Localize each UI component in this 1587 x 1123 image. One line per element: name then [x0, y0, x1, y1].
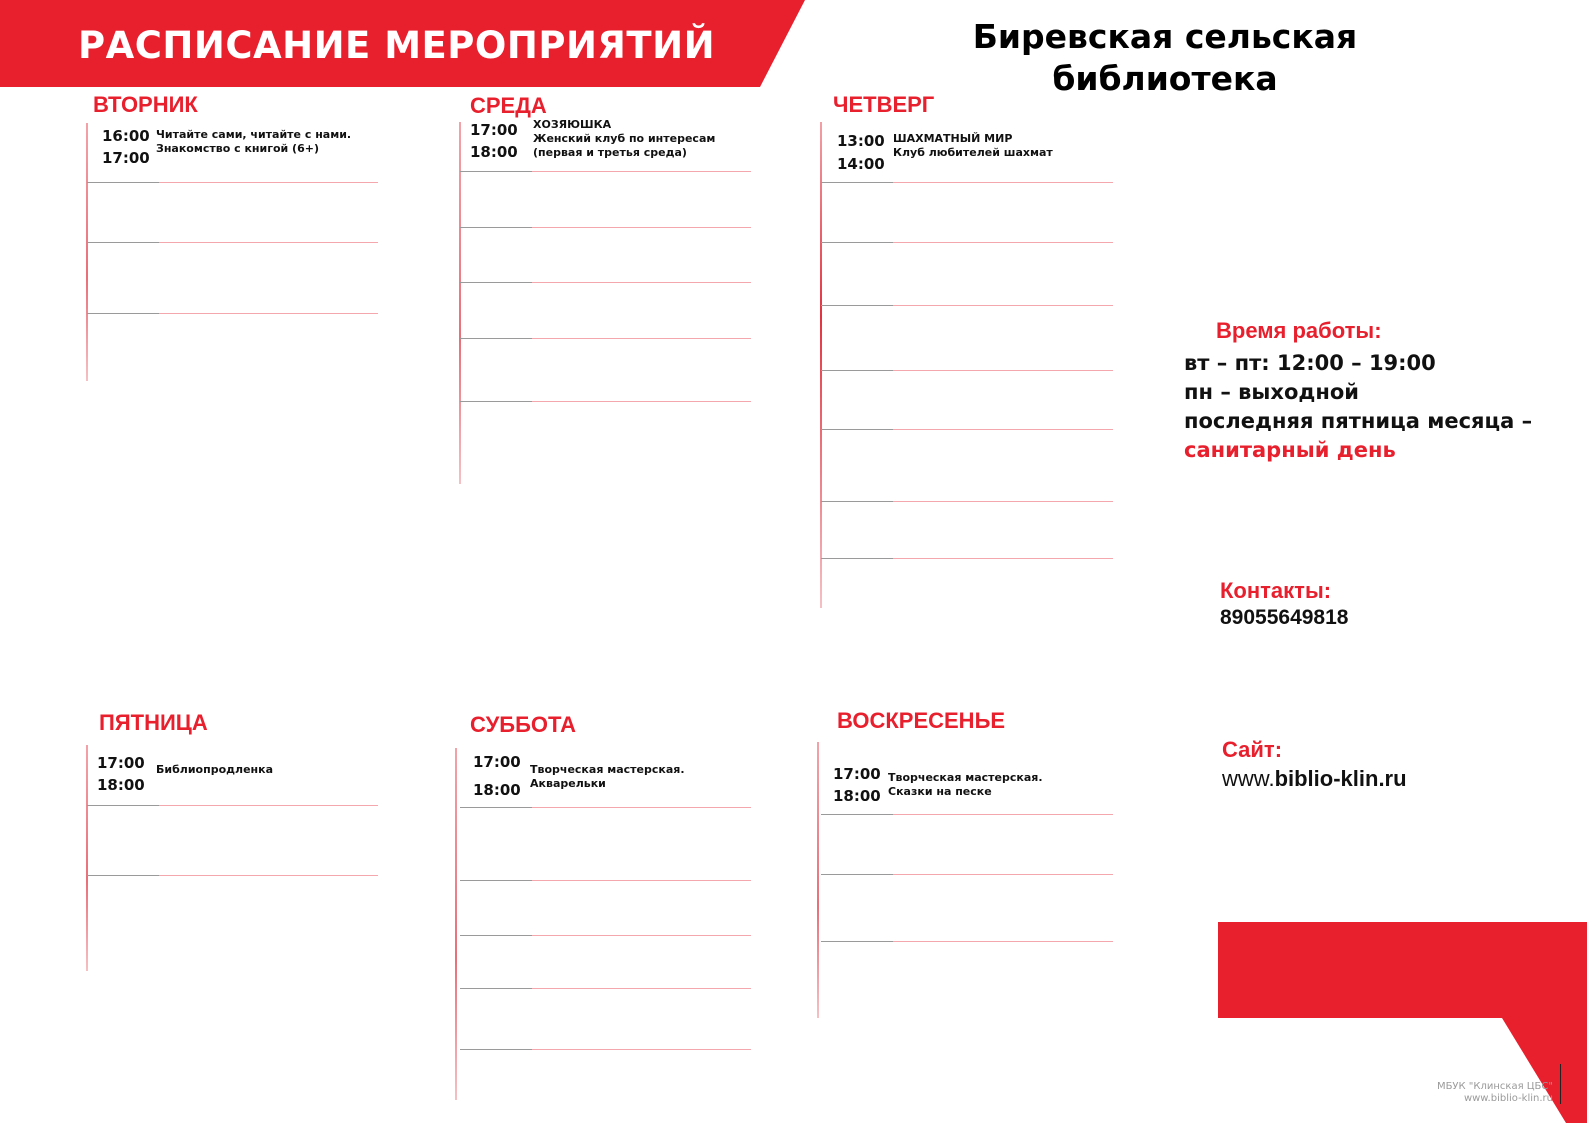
event-start-time: 17:00	[473, 753, 521, 771]
schedule-row-divider	[821, 305, 1113, 306]
event-start-time: 17:00	[833, 765, 881, 783]
contact-phone[interactable]: 89055649818	[1220, 606, 1349, 629]
event-description	[530, 763, 685, 791]
schedule-row-divider	[460, 282, 751, 283]
schedule-row-divider	[87, 805, 378, 806]
event-title: Библиопродленка	[156, 763, 274, 776]
event-description	[888, 771, 1043, 799]
schedule-row-divider	[87, 182, 378, 183]
hours-block	[1184, 349, 1532, 465]
schedule-row-divider	[460, 338, 751, 339]
schedule-row-divider	[460, 227, 751, 228]
schedule-row-divider	[87, 875, 378, 876]
library-title-line1: Биревская сельская	[972, 17, 1358, 56]
event-start-time: 17:00	[470, 121, 518, 139]
schedule-row-divider	[821, 874, 1113, 875]
hours-weekdays: вт – пт: 12:00 – 19:00	[1184, 351, 1436, 375]
schedule-column-line	[817, 742, 819, 1018]
event-title: Творческая мастерская.	[888, 771, 1043, 784]
event-title: Читайте сами, читайте с нами.	[156, 128, 352, 141]
event-end-time: 18:00	[833, 787, 881, 805]
schedule-row-divider	[87, 313, 378, 314]
event-title: ШАХМАТНЫЙ МИР	[893, 132, 1013, 145]
schedule-row-divider	[460, 1049, 751, 1050]
schedule-row-divider	[460, 807, 751, 808]
site-domain: biblio-klin.ru	[1274, 766, 1407, 791]
footer-url: www.biblio-klin.ru	[1463, 1093, 1553, 1104]
event-title: ХОЗЯЮШКА	[533, 118, 612, 131]
site-link[interactable]	[1222, 766, 1407, 792]
schedule-row-divider	[87, 242, 378, 243]
schedule-row-divider	[460, 935, 751, 936]
schedule-column-line	[820, 122, 822, 608]
event-end-time: 17:00	[102, 149, 150, 167]
day-heading-thursday: ЧЕТВЕРГ	[833, 92, 935, 117]
event-subtitle: Сказки на песке	[888, 785, 992, 798]
event-description	[156, 128, 351, 156]
event-note: (первая и третья среда)	[533, 146, 687, 159]
site-label: Сайт:	[1222, 737, 1283, 762]
day-heading-friday: ПЯТНИЦА	[99, 710, 208, 735]
event-end-time: 18:00	[470, 143, 518, 161]
schedule-row-divider	[821, 429, 1113, 430]
schedule-row-divider	[821, 814, 1113, 815]
event-subtitle: Клуб любителей шахмат	[893, 146, 1053, 159]
event-subtitle: Женский клуб по интересам	[533, 132, 716, 145]
schedule-row-divider	[821, 558, 1113, 559]
schedule-row-divider	[460, 988, 751, 989]
schedule-row-divider	[821, 501, 1113, 502]
event-subtitle: Знакомство с книгой (6+)	[156, 142, 319, 155]
schedule-row-divider	[821, 182, 1113, 183]
event-subtitle: Акварельки	[530, 777, 606, 790]
event-start-time: 13:00	[837, 132, 885, 150]
event-start-time: 17:00	[97, 754, 145, 772]
schedule-column-line	[86, 745, 88, 971]
schedule-row-divider	[821, 941, 1113, 942]
day-heading-tuesday: ВТОРНИК	[93, 92, 198, 117]
schedule-row-divider	[821, 242, 1113, 243]
event-description	[156, 763, 273, 777]
schedule-row-divider	[460, 171, 751, 172]
event-end-time: 18:00	[97, 776, 145, 794]
library-title-line2: библиотека	[1052, 59, 1278, 98]
event-start-time: 16:00	[102, 127, 150, 145]
hours-label: Время работы:	[1216, 318, 1382, 343]
footer-watermark	[1437, 1081, 1553, 1105]
event-end-time: 14:00	[837, 155, 885, 173]
footer-org: МБУК "Клинская ЦБС"	[1436, 1081, 1553, 1092]
schedule-column-line	[86, 123, 88, 381]
footer-divider	[1560, 1064, 1561, 1104]
page-title: РАСПИСАНИЕ МЕРОПРИЯТИЙ	[78, 24, 716, 67]
schedule-row-divider	[460, 401, 751, 402]
day-heading-saturday: СУББОТА	[470, 712, 576, 737]
day-heading-wednesday: СРЕДА	[470, 93, 547, 118]
contacts-label: Контакты:	[1220, 578, 1332, 603]
hours-last-friday: последняя пятница месяца –	[1184, 409, 1533, 433]
hours-monday: пн – выходной	[1184, 380, 1360, 404]
site-prefix: www.	[1222, 766, 1275, 791]
event-title: Творческая мастерская.	[530, 763, 685, 776]
day-heading-sunday: ВОСКРЕСЕНЬЕ	[837, 708, 1006, 733]
library-title	[940, 16, 1390, 100]
schedule-row-divider	[821, 370, 1113, 371]
event-description	[533, 118, 715, 160]
event-end-time: 18:00	[473, 781, 521, 799]
schedule-column-line	[459, 122, 461, 484]
hours-sanitary-day: санитарный день	[1184, 438, 1396, 462]
schedule-row-divider	[460, 880, 751, 881]
schedule-column-line	[455, 748, 457, 1100]
event-description	[893, 132, 1053, 160]
